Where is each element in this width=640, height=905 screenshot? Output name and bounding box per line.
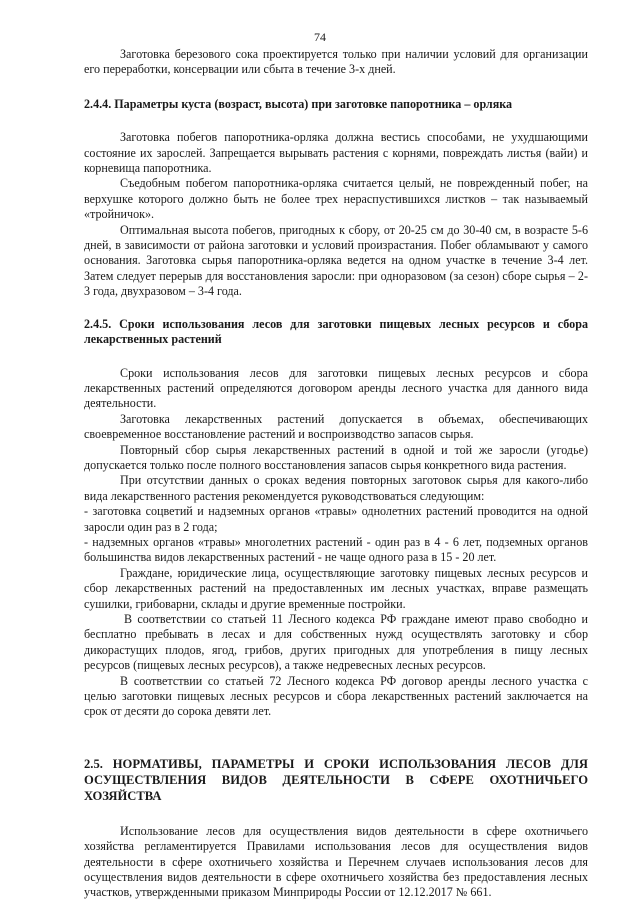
list-item: - надземных органов «травы» многолетних растений - один раз в 4 - 6 лет, подземных органов большинства видов лекарственных растений - не чаще одного раза в 15 - 20 лет. <box>84 534 588 565</box>
paragraph: Съедобным побегом папоротника-орляка считается целый, не поврежденный побег, на верхушке которого должно быть не более трех нераспустившихся листков – так называемый «тройничок». <box>84 176 588 222</box>
list-item: - заготовка соцветий и надземных органов «травы» однолетних растений проводится на одной заросли один раз в 2 года; <box>84 504 588 534</box>
paragraph: Оптимальная высота побегов, пригодных к сбору, от 20-25 см до 30-40 см, в возрасте 5-6 дней, в зависимости от района заготовки и условий произрастания. Побег обламывают у самого основания. Заготовка сырья папоротника-орляка ведется на одном участке в течение 3-4 лет. Затем следует перерыв для восстановления заросли: при одноразовом (за сезон) сборе сырья – 2-3 года, двухразовом – 3-4 года. <box>84 222 588 299</box>
paragraph: В соответствии со статьей 72 Лесного кодекса РФ договор аренды лесного участка с целью заготовки пищевых лесных ресурсов и сбора лекарственных растений заключается на срок от десяти до сорока девяти лет. <box>84 673 588 719</box>
heading-2-4-4: 2.4.4. Параметры куста (возраст, высота) при заготовке папоротника – орляка <box>84 96 513 111</box>
page-number: 74 <box>314 30 326 44</box>
intro-paragraph: Заготовка березового сока проектируется только при наличии условий для организации его переработки, консервации или сбыта в течение 3-х дней. <box>84 47 588 77</box>
paragraph: Граждане, юридические лица, осуществляющие заготовку пищевых лесных ресурсов и сбор лекарственных растений на предоставленных им лесных участках, вправе размещать сушилки, грибоварни, склады и другие временные постройки. <box>84 565 588 611</box>
paragraph: В соответствии со статьей 11 Лесного кодекса РФ граждане имеют право свободно и бесплатно пребывать в лесах и для собственных нужд осуществлять заготовку и сбор дикорастущих плодов, ягод, грибов, других пригодных для употребления в пищу лесных ресурсов (пищевых лесных ресурсов), а также недревесных лесных ресурсов. <box>84 612 588 673</box>
paragraph: Сроки использования лесов для заготовки пищевых лесных ресурсов и сбора лекарственных растений определяются договором аренды лесного участка для данного вида деятельности. <box>84 365 588 411</box>
heading-2-5: 2.5. НОРМАТИВЫ, ПАРАМЕТРЫ И СРОКИ ИСПОЛЬЗОВАНИЯ ЛЕСОВ ДЛЯ ОСУЩЕСТВЛЕНИЯ ВИДОВ ДЕЯТЕЛЬНОСТИ В СФЕРЕ ОХОТНИЧЬЕГО ХОЗЯЙСТВА <box>84 756 588 803</box>
paragraph: При отсутствии данных о сроках ведения повторных заготовок сырья для какого-либо вида лекарственного растения рекомендуется руководствоваться следующим: <box>84 473 588 503</box>
paragraph: Заготовка лекарственных растений допускается в объемах, обеспечивающих своевременное восстановление растений и воспроизводство запасов сырья. <box>84 411 588 442</box>
page-content <box>84 47 588 901</box>
paragraph: Заготовка побегов папоротника-орляка должна вестись способами, не ухудшающими состояние их зарослей. Запрещается вырывать растения с корнями, повреждать листья (вайи) и корневища папоротника. <box>84 130 588 176</box>
heading-2-4-5: 2.4.5. Сроки использования лесов для заготовки пищевых лесных ресурсов и сбора лекарственных растений <box>84 316 588 347</box>
paragraph: Использование лесов для осуществления видов деятельности в сфере охотничьего хозяйства регламентируется Правилами использования лесов для осуществления видов деятельности в сфере охотничьего хозяйства и Перечнем случаев использования лесов для осуществления видов деятельности в сфере охотничьего хозяйства без предоставления лесных участков, утвержденными приказом Минприроды России от 12.12.2017 № 661. <box>84 823 588 900</box>
paragraph: Повторный сбор сырья лекарственных растений в одной и той же заросли (угодье) допускается только после полного восстановления запасов сырья конкретного вида растения. <box>84 442 588 472</box>
